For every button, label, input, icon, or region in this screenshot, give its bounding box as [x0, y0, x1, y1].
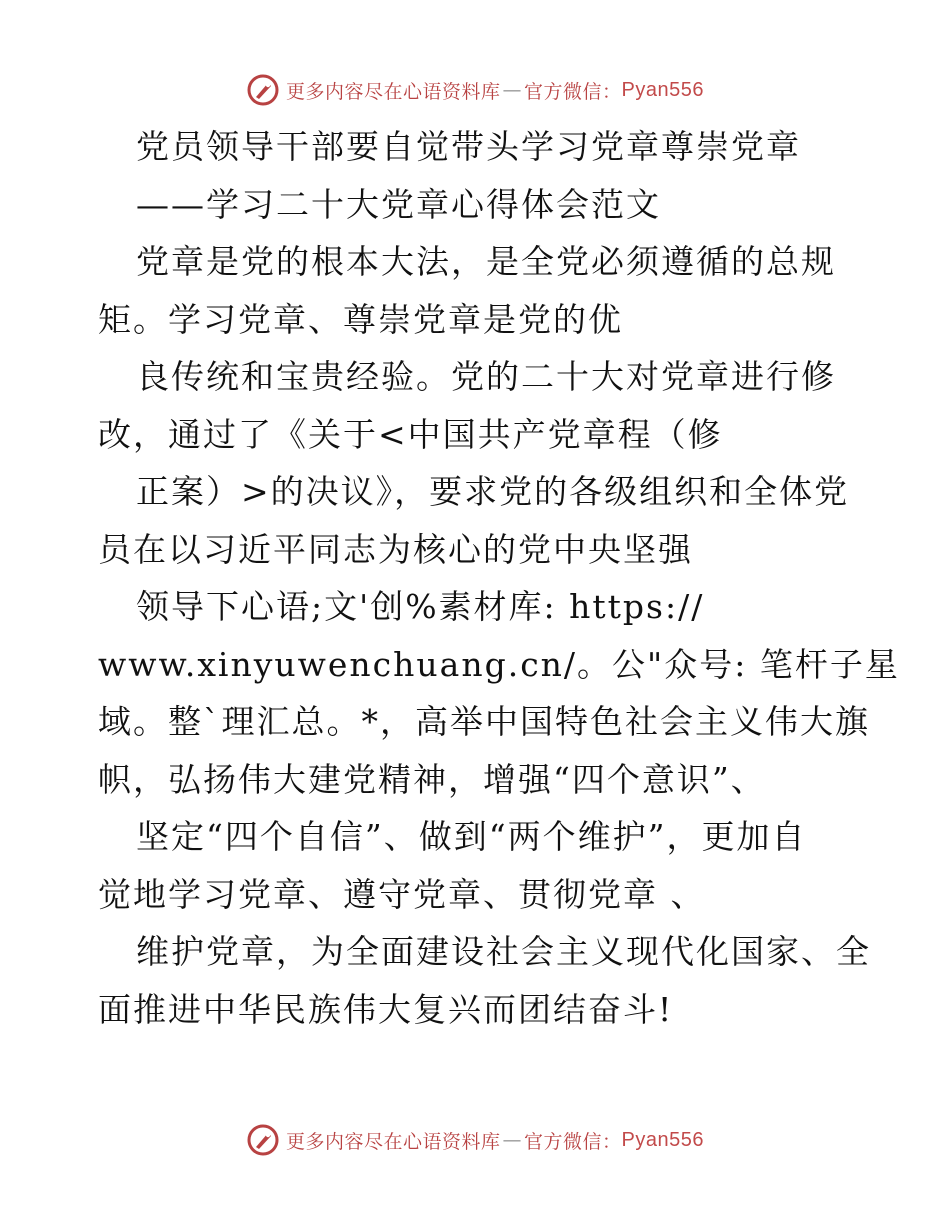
header-watermark: [0, 70, 950, 110]
watermark-brand: Pyan556: [621, 1128, 704, 1151]
document-body: [98, 118, 900, 1038]
paragraph-line: www.xinyuwenchuang.cn/。公"众号: 笔杆子星: [98, 644, 900, 684]
paragraph-line: 党章是党的根本大法，是全党必须遵循的总规: [136, 242, 836, 281]
paragraph-line: 帜，弘扬伟大建党精神，增强“四个意识”、: [98, 759, 766, 799]
footer-watermark: [0, 1120, 950, 1160]
paragraph-line: 改，通过了《关于<中国共产党章程（修: [98, 414, 723, 454]
watermark-channel: 官方微信：: [524, 80, 622, 103]
watermark-text: 更多内容尽在心语资料库: [286, 1130, 501, 1153]
paragraph-line: 面推进中华民族伟大复兴而团结奋斗!: [98, 989, 674, 1029]
paragraph-line: 良传统和宝贵经验。党的二十大对党章进行修: [136, 357, 836, 396]
document-title: 党员领导干部要自觉带头学习党章尊崇党章: [136, 127, 801, 166]
watermark-brand: Pyan556: [621, 78, 704, 101]
watermark-separator: —: [502, 1129, 523, 1151]
watermark-channel: 官方微信：: [524, 1130, 622, 1153]
paragraph-line: 域。整`理汇总。*，高举中国特色社会主义伟大旗: [98, 702, 870, 741]
watermark-text: 更多内容尽在心语资料库: [286, 80, 501, 103]
paragraph-line: 正案）>的决议》，要求党的各级组织和全体党: [136, 472, 850, 511]
paragraph-line: 坚定“四个自信”、做到“两个维护”，更加自: [136, 817, 807, 856]
document-subtitle: ——学习二十大党章心得体会范文: [136, 184, 661, 224]
paragraph-line: 领导下心语;文'创%素材库: https://: [136, 587, 705, 626]
pen-nib-logo-icon: [246, 73, 280, 107]
paragraph-line: 觉地学习党章、遵守党章、贯彻党章 、: [98, 874, 706, 914]
watermark-separator: —: [502, 79, 523, 101]
paragraph-line: 矩。学习党章、尊崇党章是党的优: [98, 299, 623, 339]
paragraph-line: 维护党章，为全面建设社会主义现代化国家、全: [136, 932, 871, 971]
pen-nib-logo-icon: [246, 1123, 280, 1157]
paragraph-line: 员在以习近平同志为核心的党中央坚强: [98, 529, 693, 569]
